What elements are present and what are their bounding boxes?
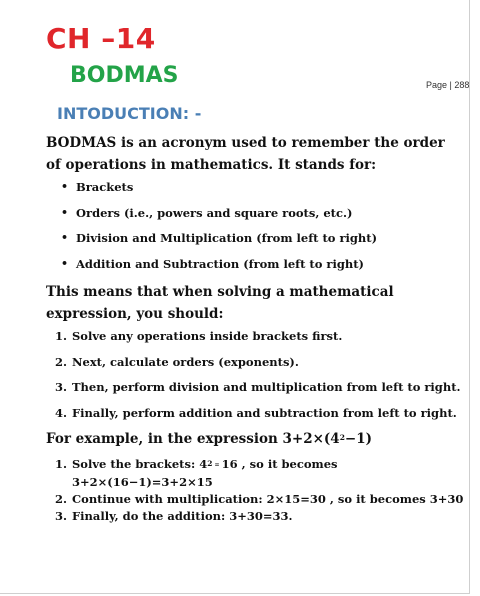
means-paragraph: This means that when solving a mathematical expression, you should: (46, 284, 394, 322)
step-item: 3. Then, perform division and multiplication from left to right. (55, 380, 461, 394)
bullet-dot-icon: • (61, 231, 69, 244)
example-steps-list (55, 456, 465, 525)
example-intro: For example, in the expression $3+2\times(4^2-1)$ (46, 431, 373, 447)
bullet-item: • Brackets (61, 180, 134, 194)
bullet-dot-icon: • (61, 205, 69, 219)
page-number: Page | 288 (426, 80, 470, 90)
chapter-title: CH –14 (46, 22, 156, 55)
example-step-item: 2. Continue with multiplication: 2×15=30 , so it becomes 3+30 (55, 491, 464, 506)
step-item: 2. Next, calculate orders (exponents). (55, 354, 299, 369)
topic-title: BODMAS (70, 63, 179, 88)
bullet-item: • Addition and Subtraction (from left to right) (61, 256, 364, 271)
bullet-item: • Orders (i.e., powers and square roots, etc.) (61, 205, 353, 220)
bullet-dot-icon: • (61, 256, 69, 270)
bullet-item: • Division and Multiplication (from left to right) (61, 231, 378, 245)
bullet-dot-icon: • (61, 180, 69, 193)
steps-list (55, 327, 465, 429)
example-step-item: 1. Solve the brackets: $4^2 = 16$ , so it becomes 3+2×(16−1)=3+2×15 (55, 457, 338, 489)
bodmas-bullet-list (58, 178, 458, 280)
step-item: 1. Solve any operations inside brackets first. (55, 329, 343, 343)
step-item: 4. Finally, perform addition and subtraction from left to right. (55, 405, 457, 420)
intro-heading: INTODUCTION: - (57, 104, 202, 123)
intro-paragraph: BODMAS is an acronym used to remember the order of operations in mathematics. It stands for: (46, 135, 445, 173)
example-step-item: 3. Finally, do the addition: 3+30=33. (55, 508, 293, 523)
